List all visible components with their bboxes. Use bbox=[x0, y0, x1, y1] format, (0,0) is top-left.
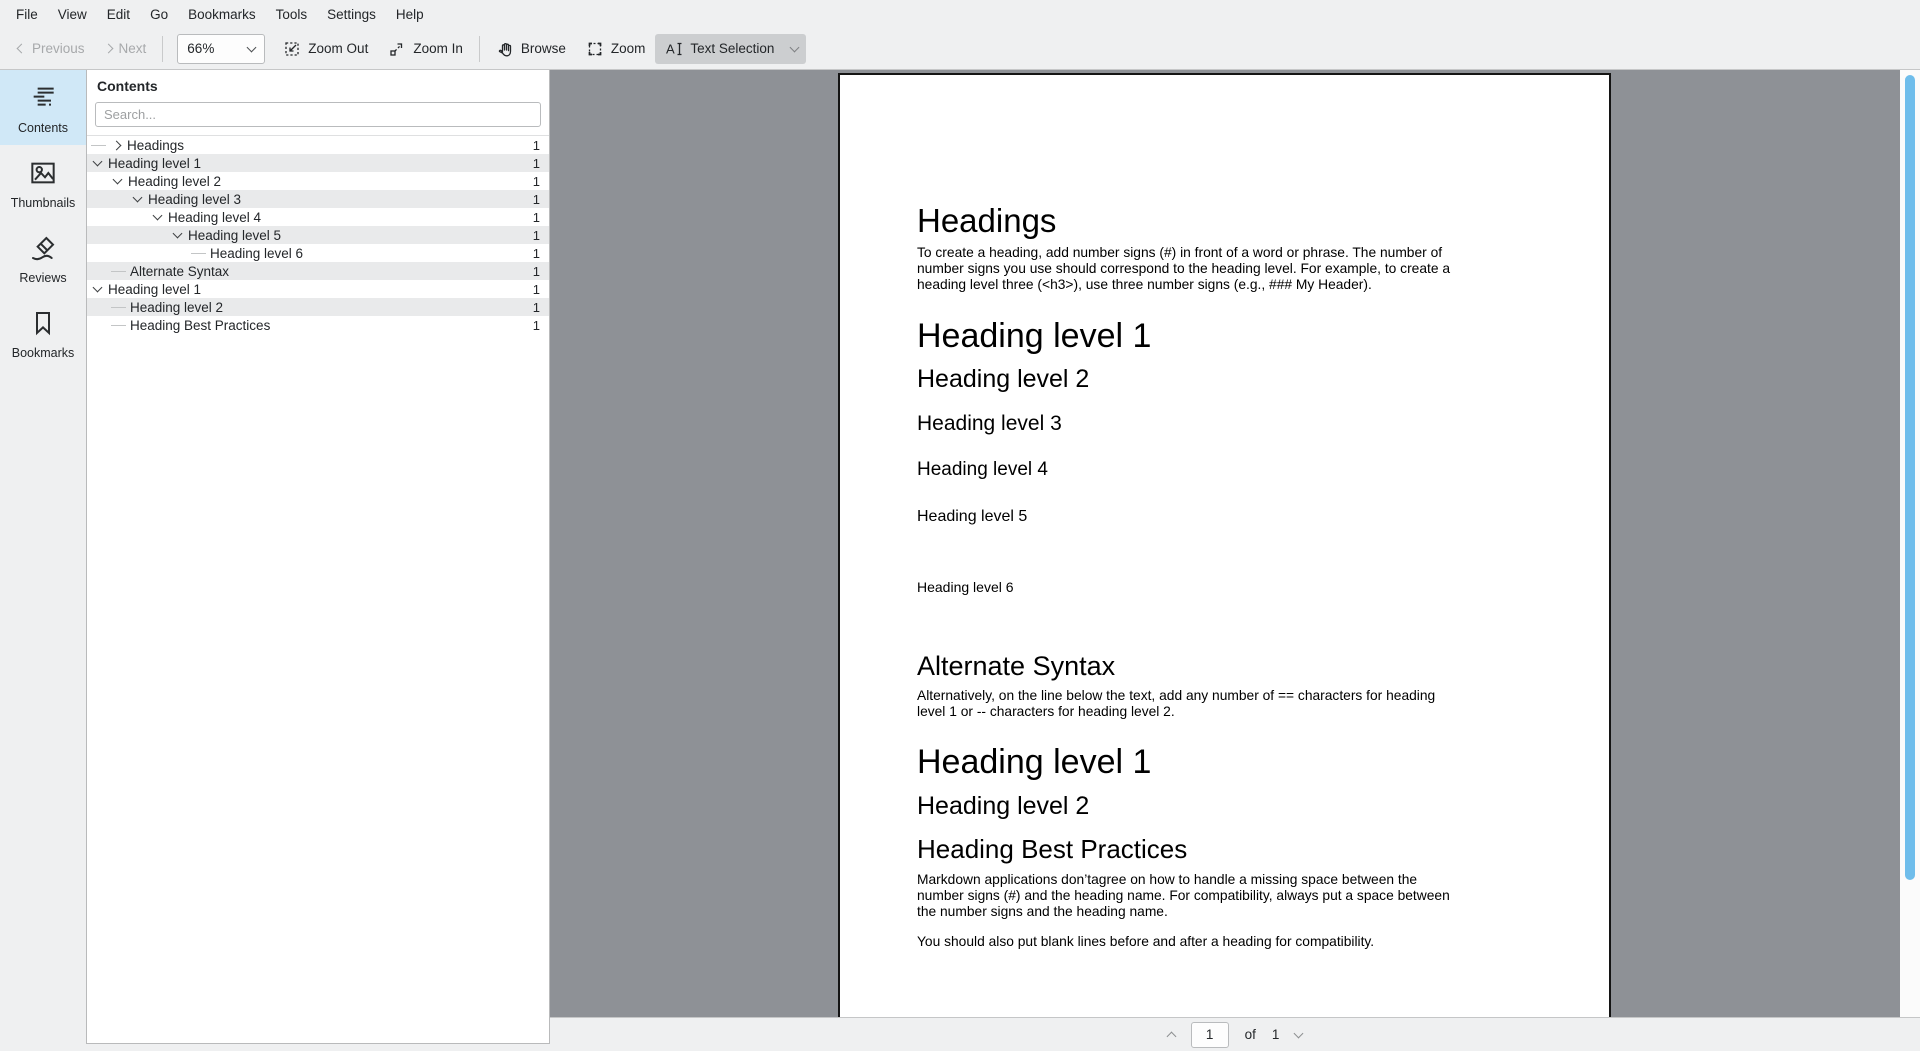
page-of-label: of bbox=[1244, 1027, 1256, 1042]
sidebar bbox=[0, 70, 86, 1051]
contents-icon bbox=[27, 82, 59, 114]
search-input[interactable] bbox=[95, 102, 541, 127]
doc-heading: Heading level 1 bbox=[917, 743, 1152, 781]
chevron-right-icon bbox=[103, 44, 113, 54]
toc-row[interactable] bbox=[87, 262, 549, 280]
chevron-down-icon bbox=[247, 42, 257, 52]
toc-item-page: 1 bbox=[532, 227, 540, 243]
toc-item-label: Headings bbox=[127, 137, 185, 153]
document-page bbox=[838, 73, 1611, 1017]
chevron-right-icon[interactable] bbox=[112, 140, 122, 150]
sidebar-tab-reviews[interactable] bbox=[0, 220, 86, 295]
bookmarks-icon bbox=[27, 307, 59, 339]
doc-heading: Heading level 6 bbox=[917, 579, 1014, 595]
tree-branch bbox=[91, 145, 106, 146]
zoom-in-icon bbox=[388, 40, 406, 58]
toc-item-label: Heading Best Practices bbox=[130, 317, 271, 333]
toc-row[interactable] bbox=[87, 172, 549, 190]
toc-item-page: 1 bbox=[532, 263, 540, 279]
doc-heading: Heading level 2 bbox=[917, 792, 1090, 820]
toc-row[interactable] bbox=[87, 136, 549, 154]
svg-text:A: A bbox=[666, 41, 676, 56]
toc-item-page: 1 bbox=[532, 191, 540, 207]
toc-item-label: Heading level 3 bbox=[148, 191, 242, 207]
tree-branch bbox=[111, 307, 126, 308]
toc-item-page: 1 bbox=[532, 155, 540, 171]
toc-item-label: Heading level 6 bbox=[210, 245, 304, 261]
toolbar-separator bbox=[162, 36, 163, 62]
toc-row[interactable] bbox=[87, 208, 549, 226]
zoom-in-button[interactable] bbox=[378, 34, 473, 64]
toc-item-label: Heading level 5 bbox=[188, 227, 282, 243]
zoom-selection-icon bbox=[586, 40, 604, 58]
toc-item-label: Heading level 2 bbox=[128, 173, 222, 189]
toc-item-label: Heading level 4 bbox=[168, 209, 262, 225]
chevron-down-icon[interactable] bbox=[173, 229, 183, 239]
doc-heading: Headings bbox=[917, 202, 1057, 239]
search-wrap bbox=[87, 100, 549, 135]
toc-row[interactable] bbox=[87, 298, 549, 316]
sidebar-tab-contents[interactable] bbox=[0, 70, 86, 145]
toc-row[interactable] bbox=[87, 316, 549, 334]
toc-item-page: 1 bbox=[532, 299, 540, 315]
doc-heading: Heading level 3 bbox=[917, 412, 1062, 435]
sidebar-tab-label: Reviews bbox=[19, 271, 67, 285]
reviews-icon bbox=[27, 232, 59, 264]
tree-branch bbox=[191, 253, 206, 254]
zoom-tool-label: Zoom bbox=[610, 41, 646, 56]
browse-hand-icon bbox=[496, 40, 514, 58]
sidebar-tab-label: Thumbnails bbox=[10, 196, 76, 210]
contents-panel bbox=[86, 70, 550, 1044]
page-up-icon[interactable] bbox=[1166, 1032, 1176, 1042]
zoom-level-combobox[interactable] bbox=[177, 34, 265, 64]
menu-item-help[interactable]: Help bbox=[395, 6, 424, 22]
contents-panel-wrap bbox=[86, 70, 550, 1051]
doc-paragraph: You should also put blank lines before and after a heading for compatibility. bbox=[917, 934, 1375, 949]
chevron-left-icon bbox=[17, 44, 27, 54]
toc-item-page: 1 bbox=[532, 137, 540, 153]
toolbar-separator bbox=[479, 36, 480, 62]
toc-tree bbox=[87, 135, 549, 1043]
menu-item-bookmarks[interactable]: Bookmarks bbox=[188, 6, 256, 22]
doc-paragraph: To create a heading, add number signs (#) in front of a word or phrase. The number of number signs you use should correspond to the heading level. For example, to create a heading level three (<h3>), use three number signs (e.g., ### My Header). bbox=[917, 245, 1451, 293]
text-selection-icon bbox=[665, 40, 683, 58]
viewer-canvas[interactable] bbox=[550, 70, 1920, 1017]
toc-item-page: 1 bbox=[532, 173, 540, 189]
toc-item-page: 1 bbox=[532, 245, 540, 261]
menu-item-edit[interactable]: Edit bbox=[106, 6, 131, 22]
chevron-down-icon[interactable] bbox=[113, 175, 123, 185]
text-selection-button[interactable] bbox=[655, 34, 806, 64]
document-viewer bbox=[550, 70, 1920, 1051]
menu-item-go[interactable]: Go bbox=[150, 6, 169, 22]
toc-item-page: 1 bbox=[532, 281, 540, 297]
zoom-tool-button[interactable] bbox=[576, 34, 656, 64]
doc-heading: Heading level 2 bbox=[917, 365, 1090, 393]
chevron-down-icon[interactable] bbox=[790, 42, 800, 52]
doc-paragraph: Markdown applications don’tagree on how to handle a missing space between the number signs (#) and the heading name. For compatibility, always put a space between the number signs and the heading name. bbox=[917, 872, 1450, 920]
toc-row[interactable] bbox=[87, 154, 549, 172]
sidebar-tab-label: Bookmarks bbox=[11, 346, 75, 360]
previous-label: Previous bbox=[32, 41, 85, 56]
toc-item-label: Alternate Syntax bbox=[130, 263, 230, 279]
toc-row[interactable] bbox=[87, 280, 549, 298]
toc-item-label: Heading level 2 bbox=[130, 299, 224, 315]
toc-item-page: 1 bbox=[532, 317, 540, 333]
page-total-label: 1 bbox=[1271, 1027, 1280, 1042]
zoom-level-value: 66% bbox=[187, 41, 215, 56]
toolbar bbox=[0, 28, 1920, 70]
scrollbar-thumb[interactable] bbox=[1905, 75, 1915, 880]
browse-button[interactable] bbox=[486, 34, 576, 64]
next-label: Next bbox=[118, 41, 147, 56]
chevron-down-icon[interactable] bbox=[153, 211, 163, 221]
toc-row[interactable] bbox=[87, 244, 549, 262]
doc-heading: Heading level 5 bbox=[917, 508, 1028, 525]
toc-row[interactable] bbox=[87, 190, 549, 208]
doc-paragraph: Alternatively, on the line below the text, add any number of == characters for heading level 1 or -- characters for heading level 2. bbox=[917, 688, 1436, 720]
chevron-down-icon[interactable] bbox=[93, 283, 103, 293]
menu-bar bbox=[0, 0, 1920, 28]
sidebar-tab-bookmarks[interactable] bbox=[0, 295, 86, 370]
tree-branch bbox=[111, 325, 126, 326]
previous-button[interactable] bbox=[8, 35, 95, 62]
doc-heading: Alternate Syntax bbox=[917, 651, 1116, 681]
chevron-down-icon[interactable] bbox=[93, 157, 103, 167]
chevron-down-icon[interactable] bbox=[133, 193, 143, 203]
menu-item-settings[interactable]: Settings bbox=[327, 6, 376, 22]
next-button[interactable] bbox=[95, 35, 157, 62]
doc-heading: Heading level 4 bbox=[917, 459, 1048, 480]
toc-row[interactable] bbox=[87, 226, 549, 244]
zoom-in-label: Zoom In bbox=[413, 41, 463, 56]
tree-branch bbox=[111, 271, 126, 272]
zoom-out-icon bbox=[283, 40, 301, 58]
menu-item-tools[interactable]: Tools bbox=[275, 6, 308, 22]
current-page-input[interactable] bbox=[1191, 1022, 1229, 1048]
page-navigation-bar bbox=[550, 1017, 1920, 1051]
sidebar-tab-thumbnails[interactable] bbox=[0, 145, 86, 220]
zoom-out-label: Zoom Out bbox=[308, 41, 369, 56]
text-selection-label: Text Selection bbox=[690, 41, 775, 56]
doc-heading: Heading level 1 bbox=[917, 317, 1152, 355]
menu-item-view[interactable]: View bbox=[57, 6, 87, 22]
sidebar-tab-label: Contents bbox=[17, 121, 69, 135]
menu-item-file[interactable]: File bbox=[16, 6, 38, 22]
doc-heading: Heading Best Practices bbox=[917, 834, 1188, 864]
zoom-out-button[interactable] bbox=[273, 34, 378, 64]
toc-item-page: 1 bbox=[532, 209, 540, 225]
page-down-icon[interactable] bbox=[1294, 1028, 1304, 1038]
toc-item-label: Heading level 1 bbox=[108, 281, 202, 297]
browse-label: Browse bbox=[520, 41, 566, 56]
thumbnails-icon bbox=[27, 157, 59, 189]
toc-item-label: Heading level 1 bbox=[108, 155, 202, 171]
panel-title: Contents bbox=[87, 70, 549, 100]
vertical-scrollbar[interactable] bbox=[1900, 70, 1920, 1017]
main-area bbox=[0, 70, 1920, 1051]
